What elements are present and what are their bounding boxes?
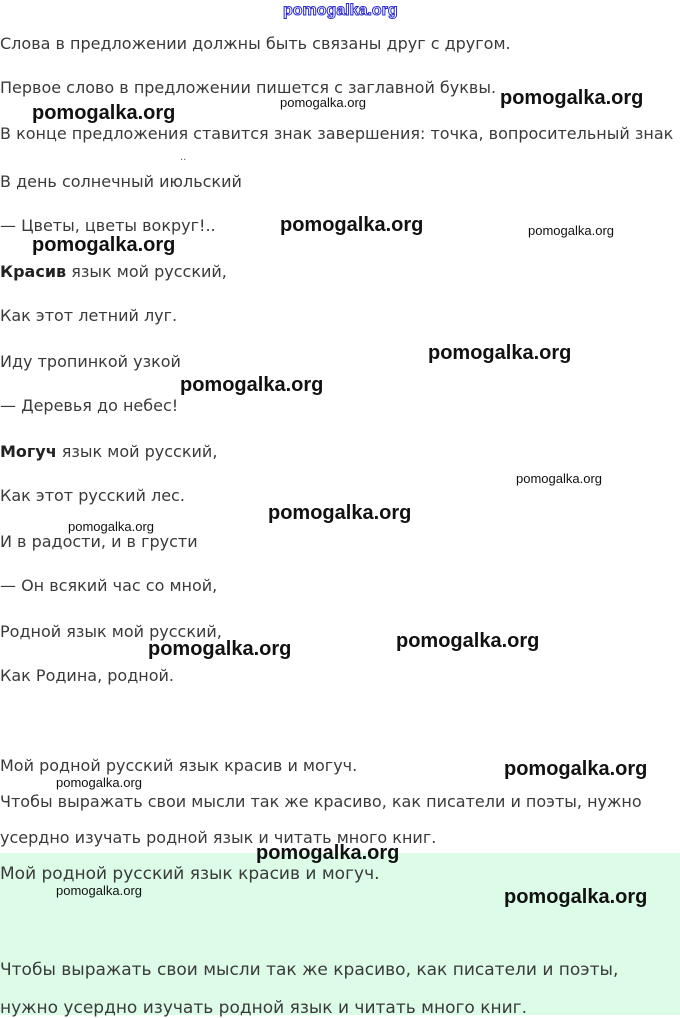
- answer-box-line-3: нужно усердно изучать родной язык и читать много книг.: [0, 998, 527, 1018]
- poem-line: — Он всякий час со мной,: [0, 576, 218, 595]
- poem-line: Как Родина, родной.: [0, 666, 174, 685]
- answer-line-1: Мой родной русский язык красив и могуч.: [0, 756, 358, 775]
- poem-line: В день солнечный июльский: [0, 172, 242, 191]
- watermark: pomogalka.org: [280, 95, 366, 110]
- watermark: pomogalka.org: [256, 842, 400, 864]
- poem-line: Как этот русский лес.: [0, 486, 185, 505]
- poem-line: Иду тропинкой узкой: [0, 352, 181, 371]
- watermark: pomogalka.org: [68, 519, 154, 534]
- answer-highlight-box: [0, 853, 680, 1018]
- rule-line-2: Первое слово в предложении пишется с заглавной буквы.: [0, 78, 497, 97]
- poem-line: — Деревья до небес!: [0, 396, 179, 415]
- poem-line: Могуч язык мой русский,: [0, 442, 218, 461]
- watermark: pomogalka.org: [268, 502, 412, 524]
- answer-line-2: Чтобы выражать свои мысли так же красиво, как писатели и поэты, нужно: [0, 792, 642, 811]
- rule-line-3: В конце предложения ставится знак завершения: точка, вопросительный знак: [0, 124, 674, 143]
- watermark: pomogalka.org: [148, 638, 292, 660]
- watermark: pomogalka.org: [504, 886, 648, 908]
- answer-box-line-1: Мой родной русский язык красив и могуч.: [0, 864, 380, 884]
- watermark: pomogalka.org: [56, 883, 142, 898]
- poem-line: Как этот летний луг.: [0, 306, 178, 325]
- watermark: pomogalka.org: [180, 374, 324, 396]
- watermark: pomogalka.org: [516, 471, 602, 486]
- poem-line: Родной язык мой русский,: [0, 622, 222, 641]
- watermark: pomogalka.org: [428, 342, 572, 364]
- site-watermark-header: pomogalka.org: [283, 2, 398, 19]
- rule-line-1: Слова в предложении должны быть связаны друг с другом.: [0, 34, 511, 53]
- watermark: pomogalka.org: [280, 214, 424, 236]
- poem-line: И в радости, и в грусти: [0, 532, 198, 551]
- watermark: pomogalka.org: [528, 223, 614, 238]
- watermark: pomogalka.org: [500, 87, 644, 109]
- watermark: pomogalka.org: [396, 630, 540, 652]
- answer-box-line-2: Чтобы выражать свои мысли так же красиво, как писатели и поэты,: [0, 960, 619, 980]
- rule-continuation: ..: [180, 152, 187, 163]
- poem-line: — Цветы, цветы вокруг!..: [0, 216, 216, 235]
- watermark: pomogalka.org: [56, 775, 142, 790]
- watermark: pomogalka.org: [32, 102, 176, 124]
- watermark: pomogalka.org: [32, 234, 176, 256]
- poem-line: Красив язык мой русский,: [0, 262, 227, 281]
- answer-line-3: усердно изучать родной язык и читать много книг.: [0, 828, 437, 847]
- watermark: pomogalka.org: [504, 758, 648, 780]
